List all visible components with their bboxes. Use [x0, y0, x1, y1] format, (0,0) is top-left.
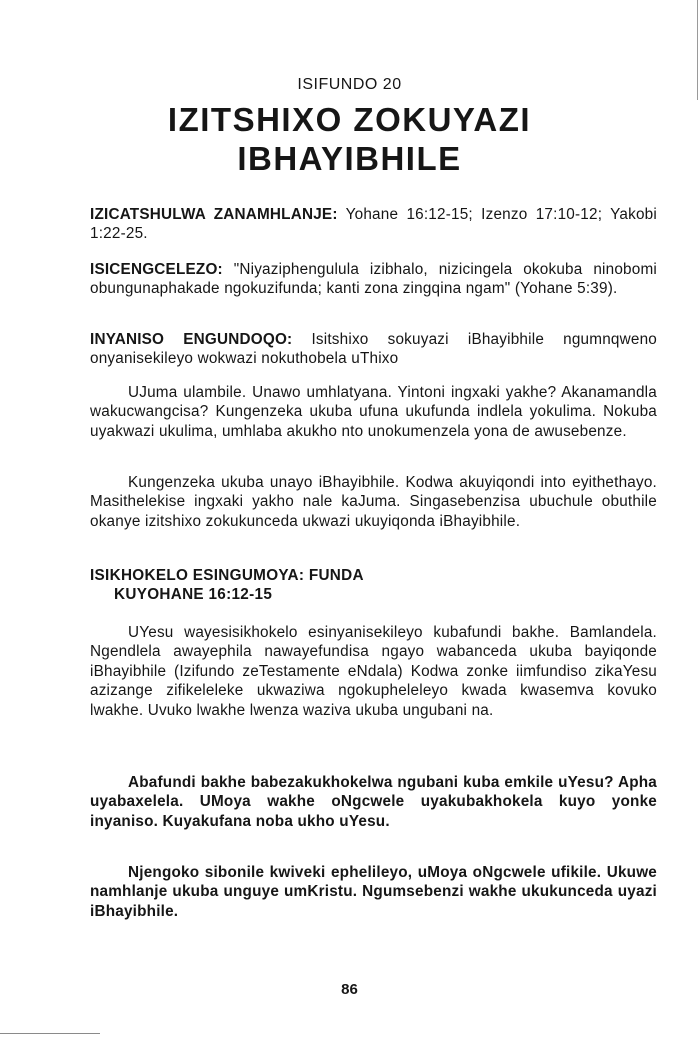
readings-text: Yohane 16:12-15; Izenzo 17:10-12; Yakobi 1:22-25.: [90, 206, 657, 243]
main-truth-label: INYANISO ENGUNDOQO:: [90, 331, 293, 348]
paragraph-1: UJuma ulambile. Unawo umhlatyana. Yintoni ingxaki yakhe? Akanamandla wakucwangcisa? Kungenzeka ukuba ufuna ukufunda indlela yokulima. Nokuba uyakwazi ukulima, umhlaba akukho nto unokumenzela yona de awusebenze.: [90, 384, 657, 440]
readings-block: [90, 205, 657, 244]
page-number: 86: [341, 981, 358, 998]
section-heading: [90, 566, 657, 605]
lesson-label: ISIFUNDO 20: [297, 76, 402, 93]
section-heading-line-2: KUYOHANE 16:12-15: [114, 586, 273, 604]
title-line-2: IBHAYIBHILE: [237, 140, 462, 177]
paragraph-5: Njengoko sibonile kwiveki ephelileyo, uMoya oNgcwele ufikile. Ukuwe namhlanje ukuba unguye umKristu. Ngumsebenzi wakhe ukukunceda uyazi iBhayibhile.: [90, 864, 657, 920]
memory-verse-text: "Niyaziphengulula izibhalo, nizicingela okokuba ninobomi obungunaphakade ngokuzifunda; kanti zona zingqina ngam" (Yohane 5:39).: [90, 261, 657, 298]
section-heading-line-1: ISIKHOKELO ESINGUMOYA: FUNDA: [90, 567, 364, 584]
title-line-1: IZITSHIXO ZOKUYAZI: [167, 101, 532, 138]
paragraph-2: Kungenzeka ukuba unayo iBhayibhile. Kodwa akuyiqondi into eyithethayo. Masithelekise ingxaki yakho nale kaJuma. Singasebenzisa ubuchule obuthile okanye izitshixo zokukunceda ukwazi ukuyiqonda iBhayibhile.: [90, 474, 657, 530]
readings-label: IZICATSHULWA ZANAMHLANJE:: [90, 206, 338, 223]
memory-verse-block: [90, 260, 657, 299]
paragraph-4: Abafundi bakhe babezakukhokelwa ngubani kuba emkile uYesu? Apha uyabaxelela. UMoya wakhe oNgcwele uyakubakhokela kuyo yonke inyaniso. Kuyakufana noba ukho uYesu.: [90, 774, 657, 830]
memory-verse-label: ISICENGCELEZO:: [90, 261, 223, 278]
main-truth-block: [90, 330, 657, 369]
paragraph-3: UYesu wayesisikhokelo esinyanisekileyo kubafundi bakhe. Bamlandela. Ngendlela awayephila nawayefundisa ngayo wabanceda ukuba bayiqonde iBhayibhile (Izifundo zeTestamente eNdala) Kodwa zonke iimfundiso zikaYesu azizange zifikeleleke ukwaziwa ngokupheleleyo kwada kwasemva kovuko lwakhe. Uvuko lwakhe lwenza waziva ukuba ungubani na.: [90, 624, 657, 719]
main-truth-text: Isitshixo sokuyazi iBhayibhile ngumnqweno onyanisekileyo wokwazi nokuthobela uThixo: [90, 331, 657, 368]
bottom-rule: [0, 1033, 100, 1034]
